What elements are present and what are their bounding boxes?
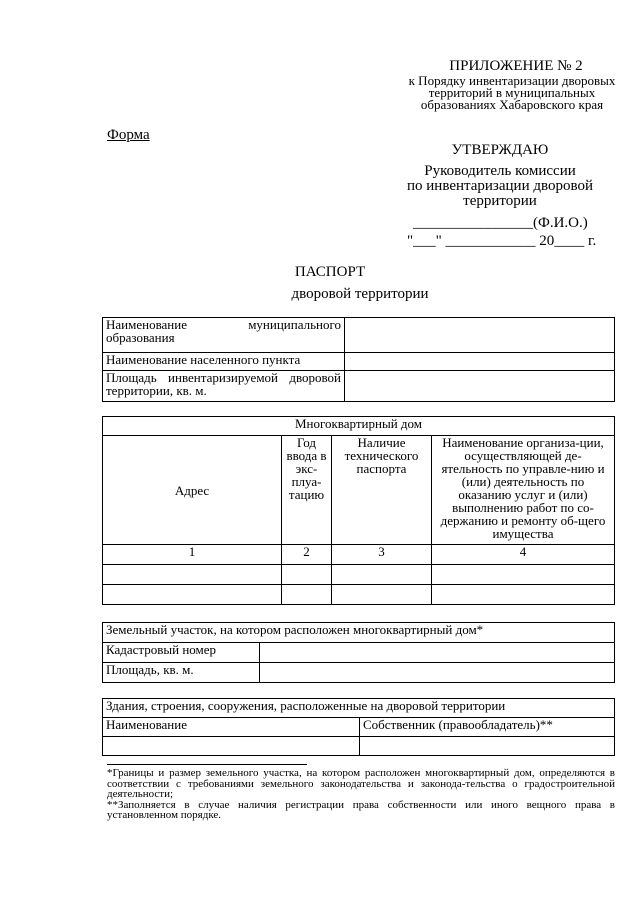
land-value-cadastral[interactable] [260,643,615,663]
footnote-divider [107,764,307,765]
territory-value-settlement[interactable] [345,353,615,371]
appendix-title: ПРИЛОЖЕНИЕ № 2 [449,58,583,74]
footnotes [107,768,615,821]
buildings-table [102,698,615,756]
apartment-table [102,416,615,605]
territory-row-settlement: Наименование населенного пункта [103,353,345,371]
appendix-line-3: образованиях Хабаровского края [420,97,604,112]
apartment-table-title: Многоквартирный дом [103,417,615,436]
col-year: Год ввода в экс-плуа-тацию [282,436,332,545]
land-value-area[interactable] [260,663,615,683]
appendix-line-2: территорий в муниципальных [428,85,596,100]
table-row [103,565,615,585]
table-cell[interactable] [332,585,432,605]
col-number-1: 1 [103,545,282,565]
col-number-2: 2 [282,545,332,565]
land-row-cadastral: Кадастровый номер [103,643,260,663]
table-cell[interactable] [282,585,332,605]
approval-fio: ________________(Ф.И.О.) [413,215,588,231]
footnote-1: *Границы и размер земельного участка, на котором расположен многоквартирный дом, определяются в соответствии с требованиями земельного законодательства и законода-тельства о градостроительной деятельности; [107,767,615,800]
table-row [103,737,615,756]
land-row-area: Площадь, кв. м. [103,663,260,683]
approval-line-1: Руководитель комиссии [424,163,576,179]
territory-value-municipality[interactable] [345,318,615,353]
table-row [103,585,615,605]
table-cell[interactable] [282,565,332,585]
buildings-col-owner: Собственник (правообладатель)** [360,718,615,737]
passport-subtitle: дворовой территории [291,286,429,302]
passport-title: ПАСПОРТ [294,264,366,280]
col-passport: Наличие технического паспорта [332,436,432,545]
footnote-2: **Заполняется в случае наличия регистрации права собственности или иного вещного права в установленном порядке. [107,798,615,821]
table-cell[interactable] [103,585,282,605]
approval-line-3: территории [463,193,537,209]
appendix-line-1: к Порядку инвентаризации дворовых [408,73,616,88]
col-org: Наименование организа-ции, осуществляющей де-ятельность по управле-нию и (или) деятельность по оказанию услуг и (или) выполнению работ по со-держанию и ремонту об-щего имущества [432,436,615,545]
territory-value-area[interactable] [345,371,615,402]
table-cell[interactable] [360,737,615,756]
table-cell[interactable] [103,737,360,756]
territory-row-area: Площадь инвентаризируемой дворовой территории, кв. м. [103,371,345,402]
table-cell[interactable] [432,565,615,585]
territory-row-municipality: Наименование муниципального образования [103,318,345,353]
land-table-title: Земельный участок, на котором расположен многоквартирный дом* [103,623,615,643]
col-address: Адрес [103,436,282,545]
buildings-col-name: Наименование [103,718,360,737]
forma-label: Форма [107,127,150,143]
col-number-3: 3 [332,545,432,565]
territory-table [102,317,615,402]
approval-date: "___" ____________ 20____ г. [407,233,597,249]
appendix-text [392,75,632,111]
buildings-table-title: Здания, строения, сооружения, расположенные на дворовой территории [103,699,615,718]
approval-title: УТВЕРЖДАЮ [451,142,549,158]
table-cell[interactable] [432,585,615,605]
col-number-4: 4 [432,545,615,565]
approval-line-2: по инвентаризации дворовой [407,178,593,194]
table-cell[interactable] [332,565,432,585]
approval-text [395,164,605,209]
land-table [102,622,615,683]
table-cell[interactable] [103,565,282,585]
